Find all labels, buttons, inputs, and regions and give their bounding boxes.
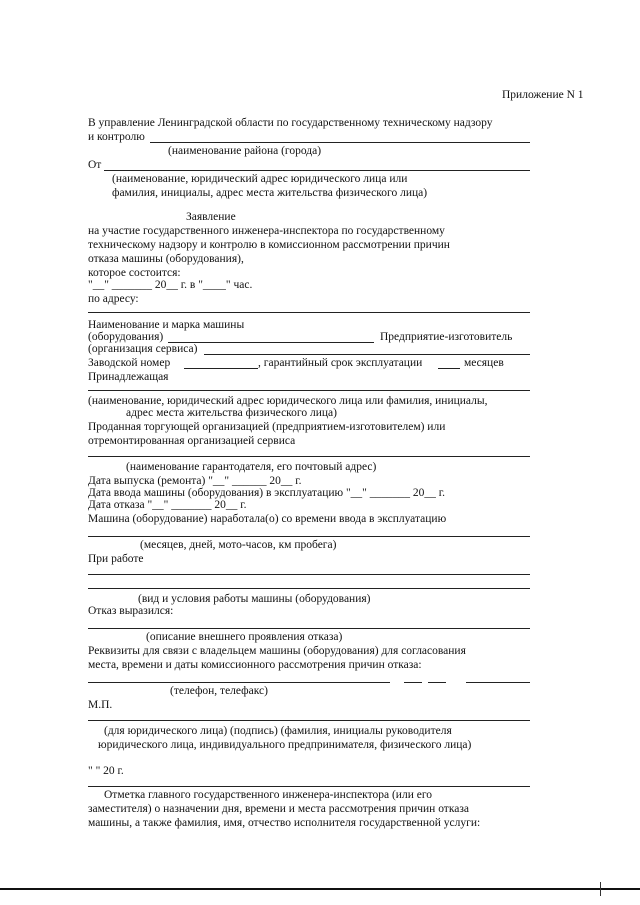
page-bottom-rule — [0, 888, 640, 890]
signature-hint-2: юридического лица, индивидуального предпринимателя, физического лица) — [98, 739, 472, 751]
signature-field[interactable] — [88, 720, 530, 721]
warranty-field[interactable] — [438, 368, 460, 369]
mark-line-2: заместителя) о назначении дня, времени и места рассмотрения причин отказа — [88, 803, 469, 815]
commission-date-line[interactable]: Дата ввода машины (оборудования) в эксплуатацию "__" _______ 20__ г. — [88, 487, 446, 499]
work-field-2[interactable] — [88, 588, 530, 589]
contacts-line-1: Реквизиты для связи с владельцем машины (оборудования) для согласования — [88, 645, 466, 657]
failure-hint: (описание внешнего проявления отказа) — [146, 631, 343, 643]
stamp-label: М.П. — [88, 699, 113, 711]
machine-name-label-2: (оборудования) — [88, 331, 164, 343]
from-field[interactable] — [104, 170, 530, 171]
serial-field[interactable] — [184, 368, 258, 369]
owner-hint-1: (наименование, юридический адрес юридического лица или фамилия, инициалы, — [88, 395, 488, 407]
statement-line-2: техническому надзору и контролю в комиссионном рассмотрении причин — [88, 239, 450, 251]
service-label: (организация сервиса) — [88, 343, 198, 355]
phone-field[interactable] — [88, 682, 390, 683]
release-date-line[interactable]: Дата выпуска (ремонта) "__" ______ 20__ г. — [88, 475, 302, 487]
appendix-label: Приложение N 1 — [502, 89, 584, 101]
statement-line-4: которое состоится: — [88, 267, 181, 279]
from-hint-1: (наименование, юридический адрес юридического лица или — [112, 173, 408, 185]
district-field[interactable] — [150, 142, 530, 143]
failure-date-line[interactable]: Дата отказа "__" _______ 20__ г. — [88, 499, 247, 511]
addressee-line-2: и контролю — [88, 131, 145, 143]
owner-hint-2: адрес места жительства физического лица) — [126, 407, 337, 419]
date-field-month[interactable] — [428, 682, 446, 683]
addressee-line-1: В управление Ленинградской области по государственному техническому надзору — [88, 117, 493, 129]
at-work-label: При работе — [88, 553, 144, 565]
machine-name-label: Наименование и марка машины — [88, 319, 245, 331]
work-field-1[interactable] — [88, 574, 530, 575]
guarantor-hint: (наименование гарантодателя, его почтовый адрес) — [126, 461, 377, 473]
date-field-year[interactable] — [466, 682, 530, 683]
manufacturer-label: Предприятие-изготовитель — [380, 331, 513, 343]
date-field-day[interactable] — [404, 682, 422, 683]
service-field[interactable] — [204, 354, 530, 355]
sold-line-1: Проданная торгующей организацией (предприятием-изготовителем) или — [88, 421, 446, 433]
from-hint-2: фамилия, инициалы, адрес места жительства физического лица) — [112, 187, 428, 199]
operated-field[interactable] — [88, 536, 530, 537]
guarantor-field[interactable] — [88, 456, 530, 457]
signature-hint-1: (для юридического лица) (подпись) (фамилия, инициалы руководителя — [104, 725, 452, 737]
work-hint: (вид и условия работы машины (оборудования) — [138, 593, 371, 605]
address-field[interactable] — [88, 312, 530, 313]
failure-label: Отказ выразился: — [88, 605, 174, 617]
contacts-line-2: места, времени и даты комиссионного рассмотрения причин отказа: — [88, 659, 422, 671]
serial-label: Заводской номер — [88, 357, 171, 369]
statement-title: Заявление — [186, 211, 236, 223]
months-label: месяцев — [464, 357, 504, 369]
statement-line-1: на участие государственного инженера-инспектора по государственному — [88, 225, 445, 237]
operated-hint: (месяцев, дней, мото-часов, км пробега) — [140, 539, 337, 551]
owner-label: Принадлежащая — [88, 371, 169, 383]
warranty-label: , гарантийный срок эксплуатации — [258, 357, 423, 369]
operated-label: Машина (оборудование) наработала(о) со времени ввода в эксплуатацию — [88, 513, 447, 525]
sold-line-2: отремонтированная организацией сервиса — [88, 435, 296, 447]
failure-field[interactable] — [88, 628, 530, 629]
meeting-date-line[interactable]: "__" _______ 20__ г. в "____" час. — [88, 279, 253, 291]
owner-field[interactable] — [88, 390, 530, 391]
mark-field[interactable] — [88, 786, 530, 787]
address-label: по адресу: — [88, 293, 139, 305]
machine-name-field[interactable] — [168, 342, 374, 343]
phone-hint: (телефон, телефакс) — [170, 685, 268, 697]
mark-line-1: Отметка главного государственного инженера-инспектора (или его — [104, 789, 433, 801]
district-hint: (наименование района (города) — [168, 145, 322, 157]
signature-date[interactable]: " " 20 г. — [88, 765, 124, 777]
mark-line-3: машины, а также фамилия, имя, отчество исполнителя государственной услуги: — [88, 817, 481, 829]
from-label: От — [88, 159, 102, 171]
statement-line-3: отказа машины (оборудования), — [88, 253, 244, 265]
page-right-rule — [600, 882, 601, 896]
